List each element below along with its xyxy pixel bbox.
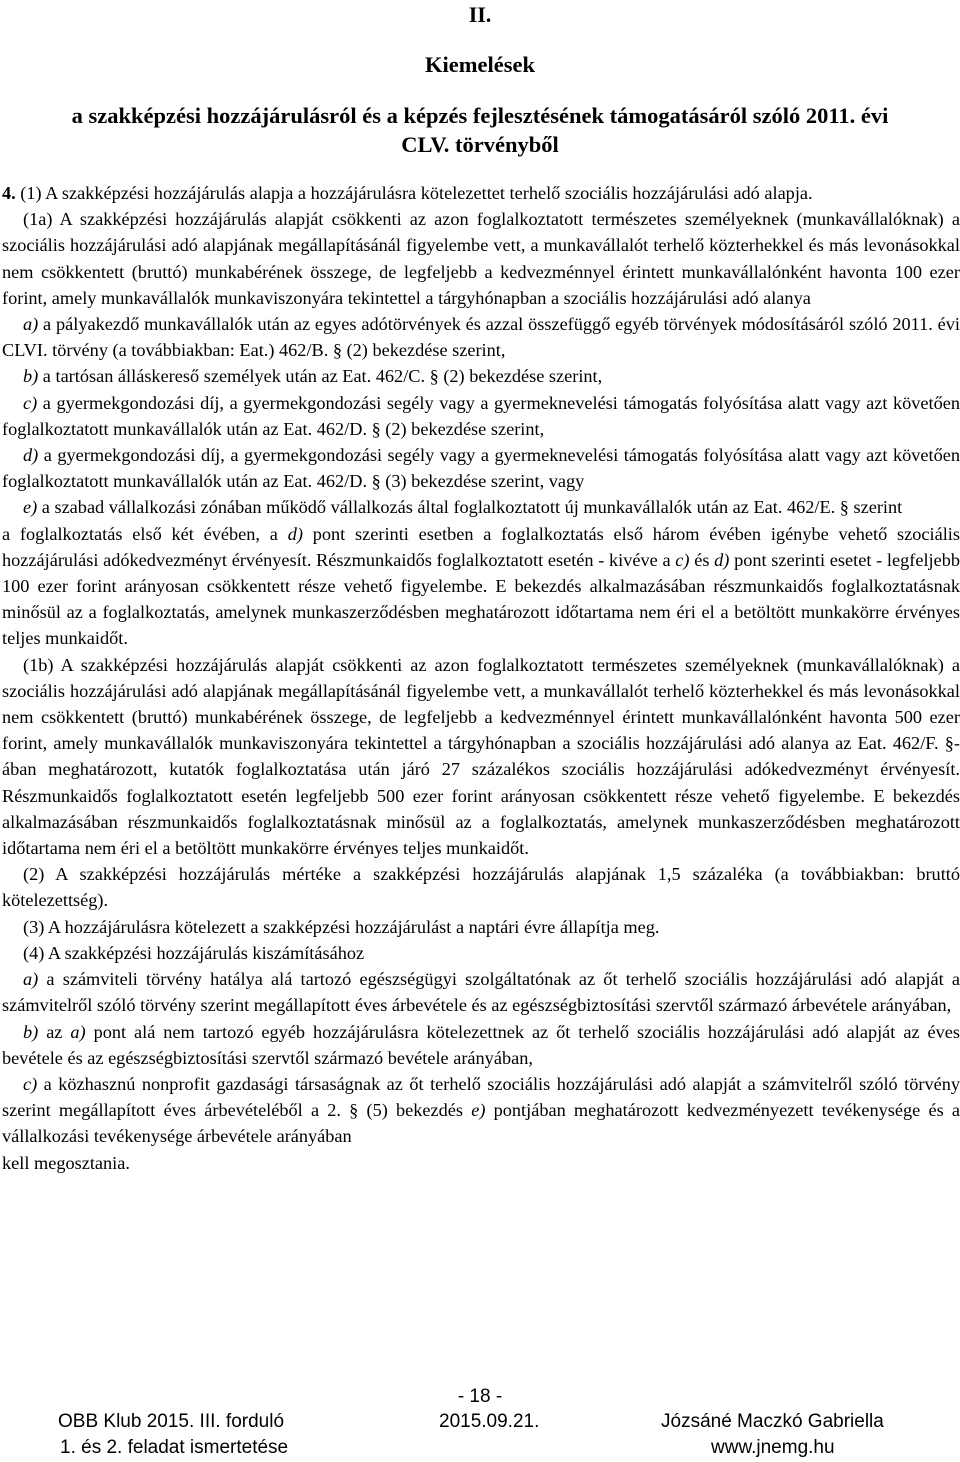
text-run: pont szerinti esetet - legfeljebb 100 ezer forint arányosan csökkentett része vehető figyelembe. E bekezdés alkalmazásában részmunkaidős foglalkoztatásnak minősül az a foglalkoztatás, amelynek munkaszerződésben meghatározott időtartama nem éri el a betöltött munkakörre érvényes teljes munkaidőt. (2, 549, 960, 649)
paragraph-1b: (1b) A szakképzési hozzájárulás alapját csökkenti az azon foglalkoztatott természetes személyeknek (munkavállalóknak) a szociális hozzájárulási adó alapjának megállapításánál figyelembe vett, a munkavállalót terhelő közterhekkel és más levonásokkal nem csökkentett (bruttó) munkabérének összege, de legfeljebb a kedvezménnyel érintett munkavállalónként havonta 500 ezer forint, amely munkavállalók munkaviszonyára tekintettel a tárgyhónapban a szociális hozzájárulási adó alanya az Eat. 462/F. §-ában meghatározott, kutatók foglalkoztatása után járó 27 százalékos szociális hozzájárulási adókedvezményt érvényesít. Részmunkaidős foglalkoztatott esetén legfeljebb 500 ezer forint arányosan csökkentett része vehető figyelembe. E bekezdés alkalmazásában részmunkaidős foglalkoztatásnak minősül az a foglalkoztatás, amelynek munkaszerződésben meghatározott időtartama nem éri el a betöltött munkakörre érvényes teljes munkaidőt. (2, 654, 960, 859)
item-reference: d) (714, 549, 730, 570)
item-label: a) (23, 969, 39, 990)
subtitle-line-1: a szakképzési hozzájárulásról és a képzés fejlesztésének támogatásáról szóló 2011. évi (71, 103, 889, 128)
item-reference: d) (287, 523, 303, 544)
p4-item-b (2, 1019, 960, 1071)
paragraph-2: (2) A szakképzési hozzájárulás mértéke a szakképzési hozzájárulás alapjának 1,5 százaléka (a továbbiakban: bruttó kötelezettség). (2, 864, 960, 911)
footer-date: 2015.09.21. (439, 1411, 540, 1432)
text-run: a foglalkoztatás első két évében, a (2, 523, 288, 544)
item-label: b) (23, 366, 39, 387)
text-run: pont szerinti esetben a foglalkoztatás első három évében igénybe vehető szociális hozzájárulási adókedvezményt érvényesít. Részmunkaidős foglalkoztatott esetén - kivéve a (2, 523, 960, 570)
paragraph-4: (4) A szakképzési hozzájárulás kiszámításához (23, 942, 365, 963)
footer-left-line-1: OBB Klub 2015. III. forduló (58, 1411, 285, 1432)
item-text: pont alá nem tartozó egyéb hozzájárulásra kötelezettnek az őt terhelő szociális hozzájárulási adó alapját az éves bevétele és az egészségbiztosítási szervtől származó bevétele arányában, (2, 1021, 960, 1068)
item-label: a) (23, 314, 39, 335)
item-label: c) (23, 1073, 38, 1094)
footer-left-line-2: 1. és 2. feladat ismertetése (60, 1437, 289, 1458)
item-label: d) (23, 445, 39, 466)
closing-line: kell megosztania. (2, 1152, 130, 1173)
page-title: Kiemelések (425, 52, 535, 77)
item-text: a pályakezdő munkavállalók után az egyes adótörvények és azzal összefüggő egyéb törvények módosításáról szóló 2011. évi CLVI. törvény (a továbbiakban: Eat.) 462/B. § (2) bekezdése szerint, (2, 314, 960, 361)
p4-item-a (2, 966, 960, 1018)
item-a (2, 311, 960, 363)
item-e (2, 494, 960, 520)
item-text: a szabad vállalkozási zónában működő vállalkozás által foglalkoztatott új munkavállalók után az Eat. 462/E. § szerint (37, 497, 903, 518)
item-text: a tartósan álláskereső személyek után az Eat. 462/C. § (2) bekezdése szerint, (38, 366, 603, 387)
closing-paragraph (2, 521, 960, 652)
text-run: és (689, 549, 715, 570)
footer-website: www.jnemg.hu (711, 1437, 835, 1458)
paragraph-1a: (1a) A szakképzési hozzájárulás alapját csökkenti az azon foglalkoztatott természetes személyeknek (munkavállalóknak) a szociális hozzájárulási adó alapjának megállapításánál figyelembe vett, a munkavállalót terhelő közterhekkel és más levonásokkal nem csökkentett (bruttó) munkabérének összege, de legfeljebb a kedvezménnyel érintett munkavállalónként havonta 100 ezer forint, amely munkavállalók munkaviszonyára tekintettel a tárgyhónapban a szociális hozzájárulási adó alanya (2, 209, 960, 308)
document-body (2, 180, 960, 1176)
item-c (2, 390, 960, 442)
text-run: a közhasznú nonprofit gazdasági társaságnak az őt terhelő szociális hozzájárulási adó alapját a számvitelről szóló törvény szerint megállapított éves árbevételéből a 2. § (5) bekezdés (2, 1073, 960, 1121)
item-text: a gyermekgondozási díj, a gyermekgondozási segély vagy a gyermeknevelési támogatás folyósítása alatt vagy azt követően foglalkoztatott munkavállalók után az Eat. 462/D. § (3) bekezdése szerint, vagy (2, 445, 960, 492)
page-number: - 18 - (457, 1386, 503, 1407)
item-reference: a) (70, 1021, 86, 1042)
section-number: 4. (2, 183, 16, 203)
paragraph-text: (1) A szakképzési hozzájárulás alapja a hozzájárulásra kötelezettet terhelő szociális hozzájárulási adó alapja. (15, 183, 813, 203)
item-text: a gyermekgondozási díj, a gyermekgondozási segély vagy a gyermeknevelési támogatás folyósítása alatt vagy azt követően foglalkoztatott munkavállalók után az Eat. 462/D. § (2) bekezdése szerint, (2, 392, 960, 439)
item-reference: e) (471, 1100, 486, 1121)
item-text: a számviteli törvény hatálya alá tartozó egészségügyi szolgáltatónak az őt terhelő szociális hozzájárulási adó alapját a számvitelről szóló törvény szerint megállapított éves árbevétele és az egészségbiztosítási szervtől származó árbevétele arányában, (2, 969, 960, 1016)
item-reference: c) (675, 549, 690, 570)
text-run: az (38, 1021, 71, 1042)
subtitle-line-2: CLV. törvényből (401, 132, 559, 157)
section-numeral: II. (468, 2, 492, 27)
item-label: e) (23, 497, 38, 518)
text-run: pontjában meghatározott kedvezményezett tevékenysége és a vállalkozási tevékenysége árbevétele arányában (2, 1100, 960, 1147)
paragraph-4-1 (2, 180, 960, 206)
item-label: c) (23, 392, 38, 413)
item-b (2, 363, 960, 389)
footer-author: Józsáné Maczkó Gabriella (661, 1411, 884, 1432)
item-d (2, 442, 960, 494)
p4-item-c (2, 1071, 960, 1150)
paragraph-3: (3) A hozzájárulásra kötelezett a szakképzési hozzájárulást a naptári évre állapítja meg. (23, 916, 660, 937)
item-label: b) (23, 1021, 39, 1042)
